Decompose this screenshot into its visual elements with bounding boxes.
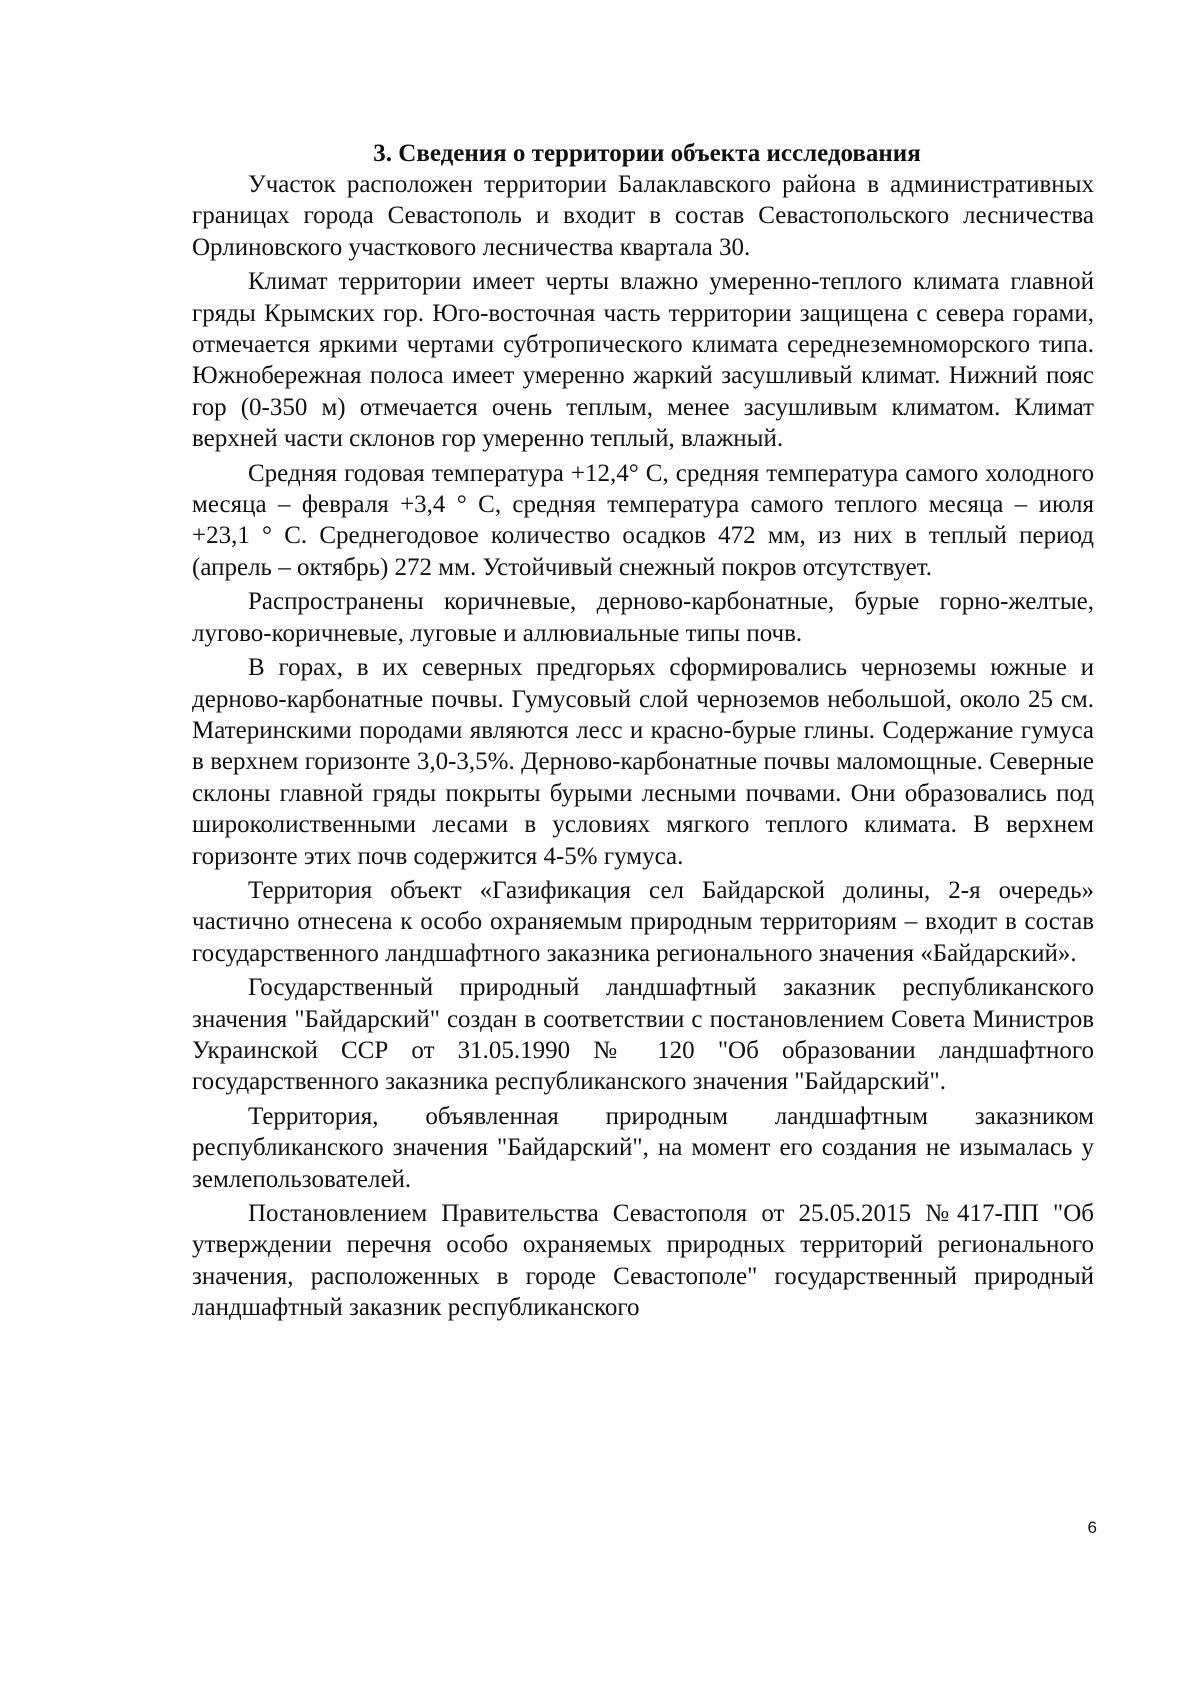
paragraph-mountain-soils: В горах, в их северных предгорьях сформировались черноземы южные и дерново-карбонатные почвы. Гумусовый слой черноземов небольшой, около 25 см. Материнскими породами являются лесс и красно-бурые глины. Содержание гумуса в верхнем горизонте 3,0-3,5%. Дерново-карбонатные почвы маломощные. Северные склоны главной гряды покрыты бурыми лесными почвами. Они образовались под широколиственными лесами в условиях мягкого теплого климата. В верхнем горизонте этих почв содержится 4-5% гумуса.: [192, 654, 1094, 870]
paragraph-soil-types: Распространены коричневые, дерново-карбонатные, бурые горно-желтые, лугово-коричневые, луговые и аллювиальные типы почв.: [192, 588, 1094, 647]
paragraph-reserve-creation: Государственный природный ландшафтный заказник республиканского значения "Байдарский" создан в соответствии с постановлением Совета Министров Украинской ССР от 31.05.1990 № 120 "Об образовании ландшафтного государственного заказника республиканского значения "Байдарский".: [192, 974, 1094, 1096]
page-number: 6: [1087, 1518, 1097, 1537]
paragraph-government-resolution: Постановлением Правительства Севастополя от 25.05.2015 №417-ПП "Об утверждении перечня особо охраняемых природных территорий регионального значения, расположенных в городе Севастополе" государственный природный ландшафтный заказник республиканского: [192, 1200, 1094, 1322]
paragraph-protected-territory: Территория объект «Газификация сел Байдарской долины, 2-я очередь» частично отнесена к особо охраняемым природным территориям – входит в состав государственного ландшафтного заказника регионального значения «Байдарский».: [192, 876, 1094, 967]
paragraph-temperature: Средняя годовая температура +12,4° С, средняя температура самого холодного месяца – февраля +3,4 ° С, средняя температура самого теплого месяца – июля +23,1 ° С. Среднегодовое количество осадков 472 мм, из них в теплый период (апрель – октябрь) 272 мм. Устойчивый снежный покров отсутствует.: [192, 459, 1094, 581]
document-body: [192, 138, 1094, 1327]
paragraph-climate: Климат территории имеет черты влажно умеренно-теплого климата главной гряды Крымских гор. Юго-восточная часть территории защищена с севера горами, отмечается яркими чертами субтропического климата середнеземноморского типа. Южнобережная полоса имеет умеренно жаркий засушливый климат. Нижний пояс гор (0-350 м) отмечается очень теплым, менее засушливым климатом. Климат верхней части склонов гор умеренно теплый, влажный.: [192, 268, 1094, 453]
section-title: 3. Сведения о территории объекта исследования: [373, 140, 921, 167]
paragraph-land-use: Территория, объявленная природным ландшафтным заказником республиканского значения "Байдарский", на момент его создания не изымалась у землепользователей.: [192, 1102, 1094, 1193]
paragraph-location: Участок расположен территории Балаклавского района в административных границах города Севастополь и входит в состав Севастопольского лесничества Орлиновского участкового лесничества квартала 30.: [192, 171, 1094, 261]
